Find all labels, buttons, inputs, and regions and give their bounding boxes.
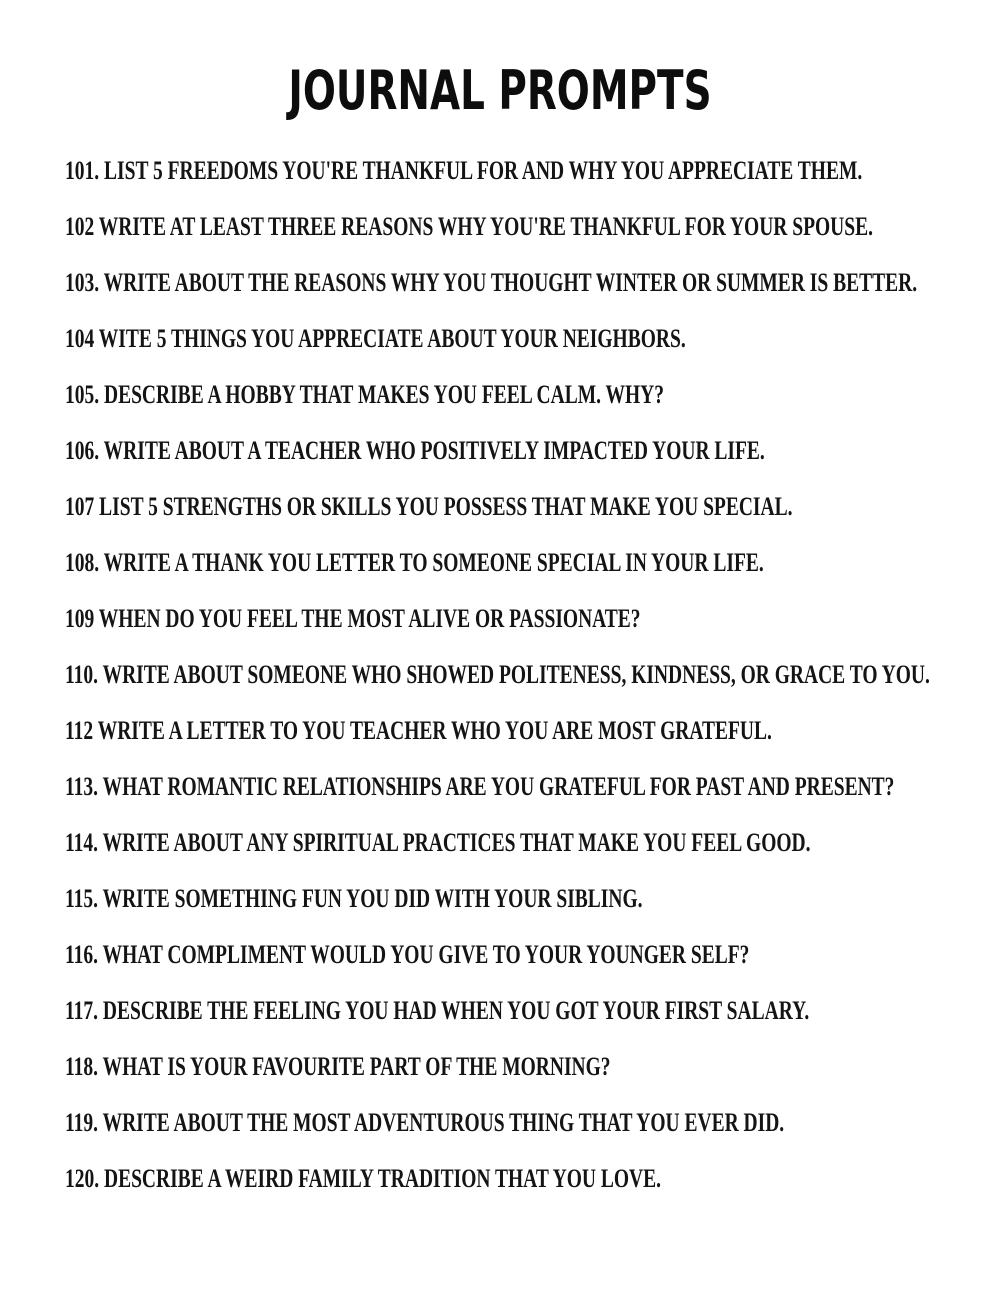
prompt-item: 118. WHAT IS YOUR FAVOURITE PART OF THE MORNING?	[65, 1052, 611, 1081]
prompt-item: 117. DESCRIBE THE FEELING YOU HAD WHEN YOU GOT YOUR FIRST SALARY.	[65, 996, 810, 1025]
prompt-item: 101. LIST 5 FREEDOMS YOU'RE THANKFUL FOR AND WHY YOU APPRECIATE THEM.	[65, 156, 863, 185]
prompt-item: 112 WRITE A LETTER TO YOU TEACHER WHO YOU ARE MOST GRATEFUL.	[65, 716, 772, 745]
prompt-item: 119. WRITE ABOUT THE MOST ADVENTUROUS THING THAT YOU EVER DID.	[65, 1108, 785, 1137]
page-title: JOURNAL PROMPTS	[288, 59, 712, 122]
prompt-item: 120. DESCRIBE A WEIRD FAMILY TRADITION THAT YOU LOVE.	[65, 1164, 661, 1193]
prompt-item: 103. WRITE ABOUT THE REASONS WHY YOU THOUGHT WINTER OR SUMMER IS BETTER.	[65, 268, 918, 297]
prompt-item: 105. DESCRIBE A HOBBY THAT MAKES YOU FEEL CALM. WHY?	[65, 380, 665, 409]
prompt-item: 108. WRITE A THANK YOU LETTER TO SOMEONE SPECIAL IN YOUR LIFE.	[65, 548, 764, 577]
prompt-item: 107 LIST 5 STRENGTHS OR SKILLS YOU POSSESS THAT MAKE YOU SPECIAL.	[65, 492, 793, 521]
prompt-item: 114. WRITE ABOUT ANY SPIRITUAL PRACTICES THAT MAKE YOU FEEL GOOD.	[65, 828, 811, 857]
prompt-item: 110. WRITE ABOUT SOMEONE WHO SHOWED POLITENESS, KINDNESS, OR GRACE TO YOU.	[65, 660, 930, 689]
prompt-item: 115. WRITE SOMETHING FUN YOU DID WITH YOUR SIBLING.	[65, 884, 643, 913]
prompt-item: 116. WHAT COMPLIMENT WOULD YOU GIVE TO YOUR YOUNGER SELF?	[65, 940, 750, 969]
prompt-item: 102 WRITE AT LEAST THREE REASONS WHY YOU'RE THANKFUL FOR YOUR SPOUSE.	[65, 212, 873, 241]
prompt-item: 113. WHAT ROMANTIC RELATIONSHIPS ARE YOU GRATEFUL FOR PAST AND PRESENT?	[65, 772, 895, 801]
prompt-item: 104 WITE 5 THINGS YOU APPRECIATE ABOUT YOUR NEIGHBORS.	[65, 324, 686, 353]
prompt-list	[65, 158, 1000, 1192]
prompt-item: 109 WHEN DO YOU FEEL THE MOST ALIVE OR PASSIONATE?	[65, 604, 641, 633]
prompt-item: 106. WRITE ABOUT A TEACHER WHO POSITIVELY IMPACTED YOUR LIFE.	[65, 436, 765, 465]
